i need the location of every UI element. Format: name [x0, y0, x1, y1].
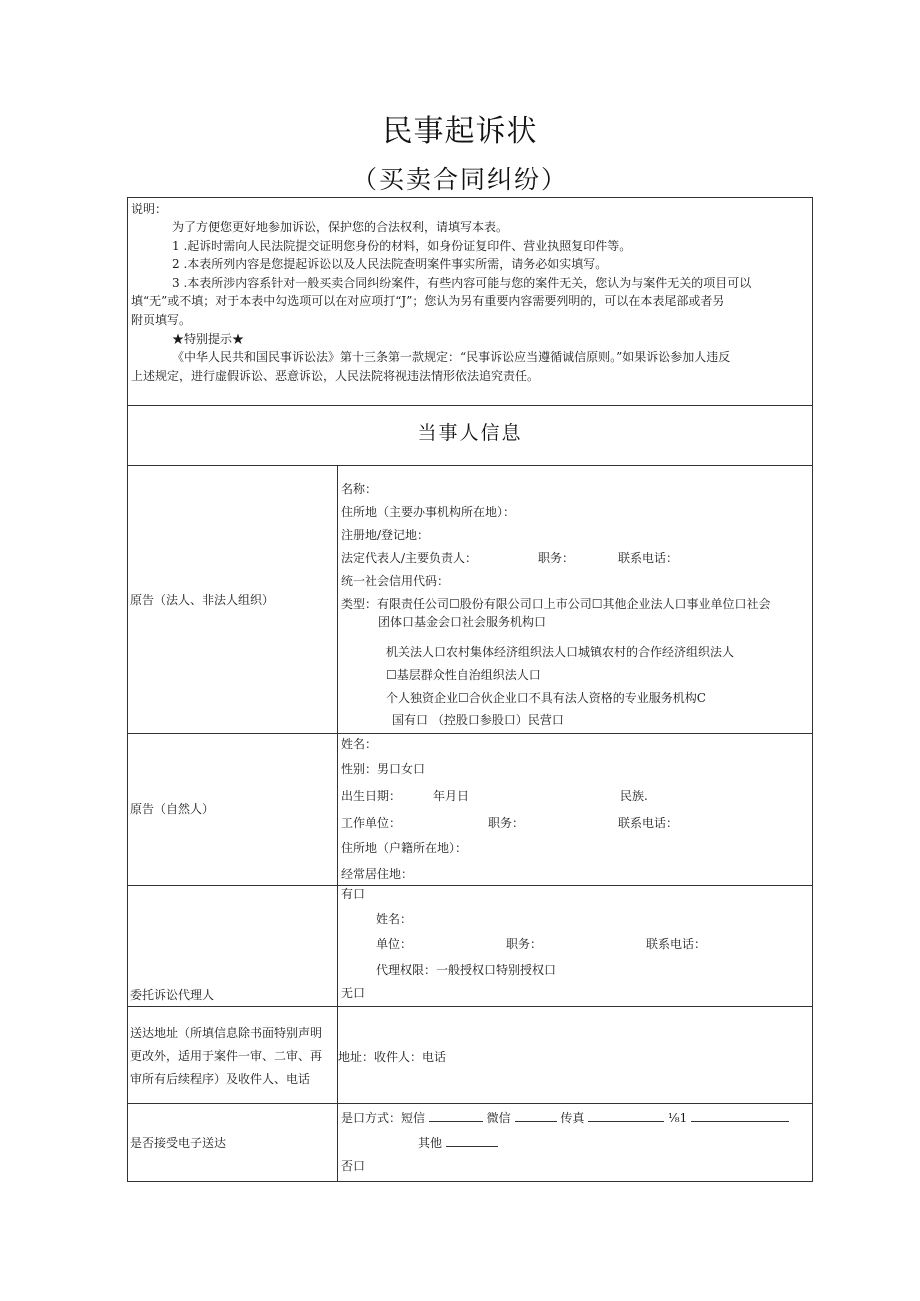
other-label: 其他 [418, 1136, 443, 1150]
person-position-field: 职务： [488, 816, 525, 830]
person-name-field: 姓名： [341, 737, 378, 751]
org-position-field: 职务： [538, 551, 575, 565]
org-type-options: 团体口基金会口社会服务机构口 [378, 615, 547, 629]
delivery-content: 地址：收件人：电话 [338, 1050, 447, 1064]
document-subtitle: （买卖合同纠纷） [351, 165, 568, 194]
org-type-options: 个人独资企业☐合伙企业口不具有法人资格的专业服务机构C [386, 691, 706, 705]
row-divider [128, 733, 812, 734]
fax-blank [588, 1109, 664, 1122]
person-phone-field: 联系电话： [618, 816, 679, 830]
agent-position-field: 职务： [506, 937, 543, 951]
electronic-no-option: 否口 [341, 1159, 366, 1173]
wechat-blank [515, 1109, 557, 1122]
org-name-field: 名称： [341, 482, 378, 496]
agent-has-option: 有口 [341, 887, 366, 901]
electronic-delivery-label: 是否接受电子送达 [130, 1136, 227, 1150]
org-ownership-options: 国有口 （控股口参股口）民营口 [392, 713, 564, 727]
notes-item-3: 3 .本表所涉内容系针对一般买卖合同纠纷案件，有些内容可能与您的案件无关，您认为与案件无关的项目可以 [172, 276, 752, 290]
section-title: 当事人信息 [417, 422, 523, 444]
wechat-label: 微信 [486, 1111, 511, 1125]
person-birth-field: 出生日期： [341, 789, 402, 803]
special-notice-heading: ★特别提示★ [172, 332, 245, 346]
electronic-other-option [418, 1134, 498, 1151]
person-work-field: 工作单位： [341, 816, 402, 830]
agent-authority-options: 代理权限：一般授权口特别授权口 [376, 963, 557, 977]
notes-intro: 为了方便您更好地参加诉讼，保护您的合法权利，请填写本表。 [172, 220, 509, 234]
notes-item-3-cont: 附页填写。 [131, 313, 192, 327]
agent-name-field: 姓名： [376, 912, 413, 926]
special-notice-text: 《中华人民共和国民事诉讼法》第十三条第一款规定：“民事诉讼应当遵循诚信原则。”如果诉讼参加人违反 [172, 350, 731, 364]
org-rep-field: 法定代表人/主要负责人： [341, 551, 478, 565]
email-label: ⅛1 [668, 1111, 688, 1125]
notes-heading: 说明： [131, 202, 168, 216]
agent-label: 委托诉讼代理人 [130, 988, 215, 1002]
delivery-label-cont: 审所有后续程序）及收件人、电话 [130, 1072, 311, 1086]
agent-unit-field: 单位： [376, 937, 413, 951]
agent-phone-field: 联系电话： [646, 937, 707, 951]
row-divider [128, 1103, 812, 1104]
org-phone-field: 联系电话： [618, 551, 679, 565]
org-address-field: 住所地（主要办事机构所在地）： [341, 505, 516, 519]
document-title: 民事起诉状 [382, 114, 538, 149]
row-divider [128, 465, 812, 466]
agent-none-option: 无口 [341, 986, 366, 1000]
org-type-options: 机关法人口农村集体经济组织法人口城镇农村的合作经济组织法人 [386, 645, 735, 659]
org-type-options: 类型：有限责任公司☐股份有限公司口上市公司☐其他企业法人口事业单位口社会 [341, 597, 771, 611]
electronic-yes-text: 是口方式：短信 [341, 1111, 426, 1125]
sms-blank [429, 1109, 483, 1122]
org-registered-field: 注册地/登记地： [341, 528, 430, 542]
person-gender-field: 性别：男口女口 [341, 762, 426, 776]
org-credit-code-field: 统一社会信用代码： [341, 574, 450, 588]
notes-item-3-cont: 填“无”或不填；对于本表中勾选项可以在对应项打“J”；您认为另有重要内容需要列明的，可以在本表尾部或者另 [131, 294, 725, 308]
plaintiff-person-label: 原告（自然人） [130, 802, 215, 816]
electronic-yes-option [341, 1109, 789, 1126]
person-domicile-field: 住所地（户籍所在地）： [341, 841, 468, 855]
person-residence-field: 经常居住地： [341, 867, 414, 881]
row-divider [128, 885, 812, 886]
plaintiff-org-label: 原告（法人、非法人组织） [130, 593, 275, 607]
email-blank [691, 1109, 789, 1122]
form-table [127, 197, 813, 1182]
person-ethnic-field: 民族. [620, 789, 648, 803]
fax-label: 传真 [560, 1111, 585, 1125]
delivery-label: 送达地址（所填信息除书面特别声明 [130, 1026, 323, 1040]
column-divider [337, 465, 338, 1182]
notes-item-2: 2 .本表所列内容是您提起诉讼以及人民法院查明案件事实所需，请务必如实填写。 [172, 257, 608, 271]
notes-item-1: 1 .起诉时需向人民法院提交证明您身份的材料，如身份证复印件、营业执照复印件等。 [172, 239, 632, 253]
delivery-label-cont: 更改外，适用于案件一审、二审、再 [130, 1049, 323, 1063]
row-divider [128, 405, 812, 406]
person-birth-format: 年月日 [433, 789, 470, 803]
org-type-options: ☐基层群众性自治组织法人口 [386, 668, 541, 682]
other-blank [446, 1134, 498, 1147]
row-divider [128, 1006, 812, 1007]
special-notice-text-cont: 上述规定，进行虚假诉讼、恶意诉讼，人民法院将视违法情形依法追究责任。 [131, 369, 540, 383]
